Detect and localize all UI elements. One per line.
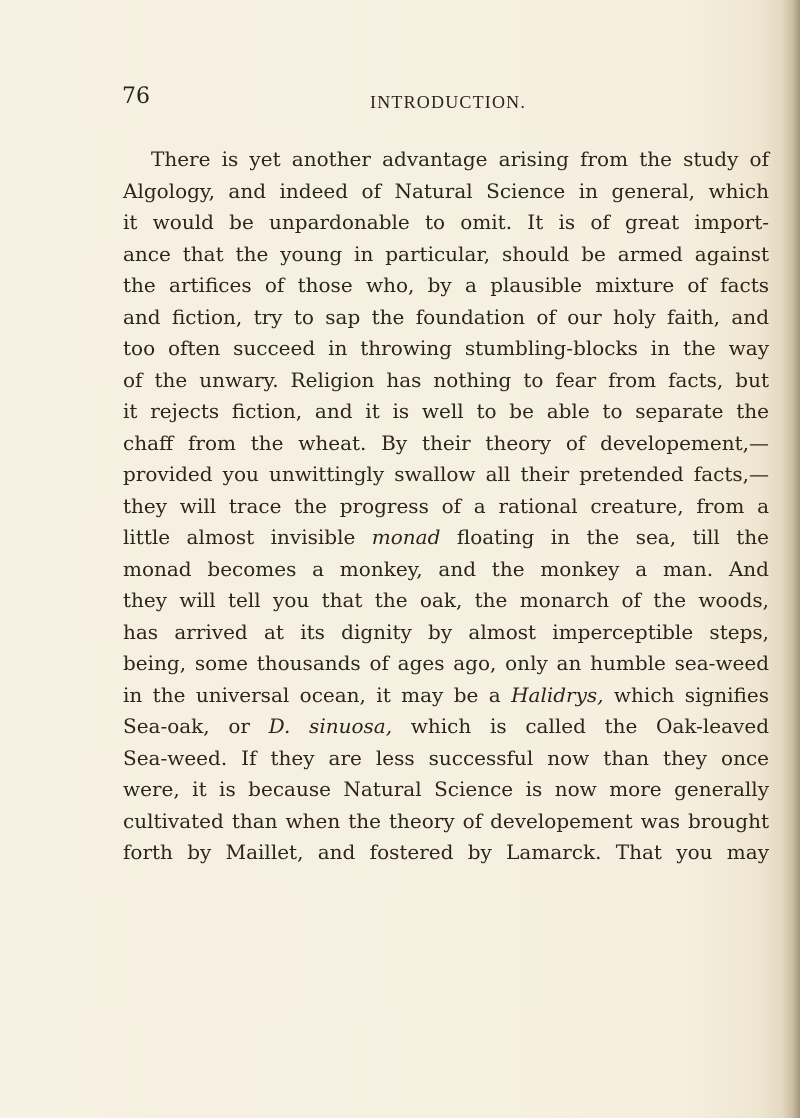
text-line: it rejects fiction, and it is well to be able to separate the [123,399,769,423]
text-line: cultivated than when the theory of developement was brought [123,808,769,833]
text-line: chaff from the wheat. By their theory of developement,— [123,430,769,455]
text-line: and fiction, try to sap the foundation of our holy faith, and [123,304,769,329]
text-line: has arrived at its dignity by almost imperceptible steps, [123,619,769,644]
text-line: of the unwary. Religion has nothing to fear from facts, but [123,367,769,392]
italic-term-monad: monad [371,525,441,549]
text-line: ance that the young in particular, should be armed against [123,241,769,266]
text-line: Sea-weed. If they are less successful now than they once [123,745,769,770]
text-line: the artifices of those who, by a plausible mixture of facts [123,273,769,297]
italic-term-d-sinuosa: D. sinuosa, [268,714,393,738]
text-line: too often succeed in throwing stumbling-blocks in the way [123,336,769,360]
text-line: Algology, and indeed of Natural Science in general, which [123,178,769,203]
running-head: INTRODUCTION. [370,92,527,112]
text-line: provided you unwittingly swallow all their pretended facts,— [123,462,769,486]
text-line: There is yet another advantage arising from the study of [151,147,769,171]
italic-term-halidrys: Halidrys, [511,682,604,707]
text-line: monad becomes a monkey, and the monkey a man. And [123,556,769,581]
text-line: were, it is because Natural Science is now more generally [123,777,769,801]
text-line: forth by Maillet, and fostered by Lamarck. That you may [123,840,769,864]
text-line: it would be unpardonable to omit. It is of great import- [123,210,769,234]
text-line: they will tell you that the oak, the monarch of the woods, [123,588,769,612]
text-line: little almost invisible monad floating in the sea, till the [123,525,769,549]
text-line: being, some thousands of ages ago, only an humble sea-weed [123,651,769,675]
text-line: Sea-oak, or D. sinuosa, which is called the Oak-leaved [123,714,769,738]
page-number: 76 [122,84,150,109]
body-text [123,144,769,869]
page-edge-shadow [782,0,800,1118]
text-line: they will trace the progress of a rational creature, from a [123,493,769,518]
text-line: in the universal ocean, it may be a Halidrys, which signifies [123,682,769,707]
